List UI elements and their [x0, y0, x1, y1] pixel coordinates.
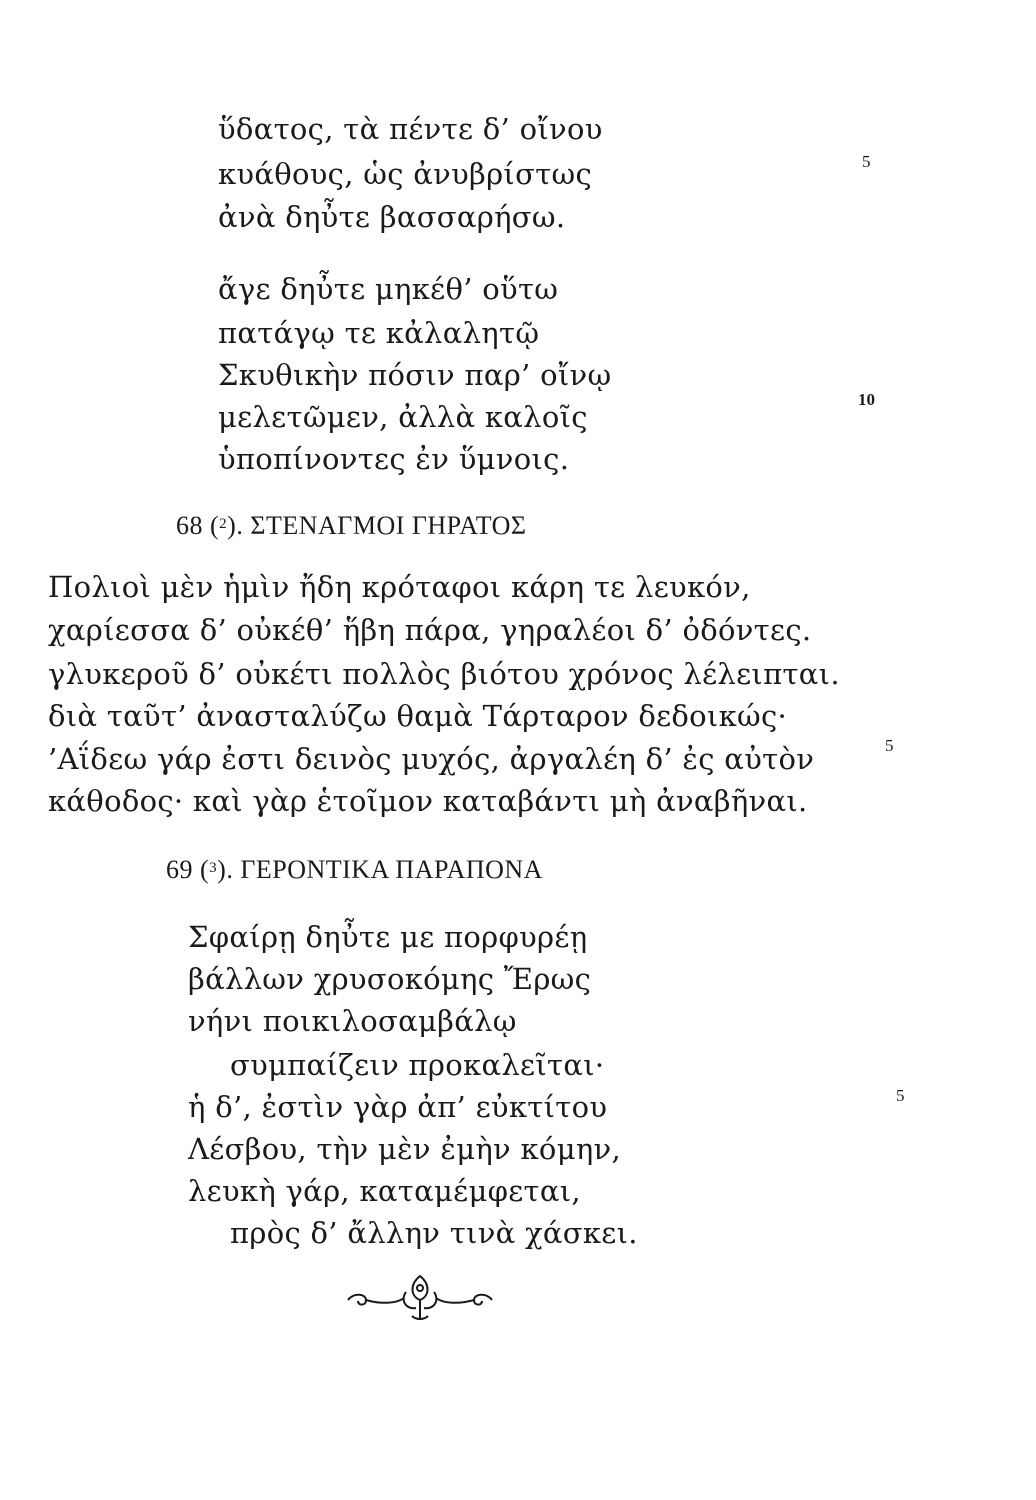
- section-heading-69: [166, 852, 543, 886]
- line-number: 5: [885, 736, 894, 755]
- poem-line: Σκυθικὴν πόσιν παρ’ οἴνῳ: [218, 358, 612, 392]
- line-number: 5: [896, 1086, 905, 1105]
- line-number: 10: [858, 390, 875, 409]
- footnote-ref: 3: [209, 860, 218, 876]
- section-title: ΓΕΡΟΝΤΙΚΑ ΠΑΡΑΠΟΝΑ: [240, 855, 543, 884]
- section-heading-68: [176, 508, 527, 542]
- poem-line: ὕδατος, τὰ πέντε δ’ οἴνου: [218, 112, 603, 146]
- poem-line: κάθοδος· καὶ γὰρ ἑτοῖμον καταβάντι μὴ ἀναβῆναι.: [48, 784, 808, 818]
- poem-line: συμπαίζειν προκαλεῖται·: [230, 1048, 605, 1082]
- poem-line: νήνι ποικιλοσαμβάλῳ: [188, 1004, 517, 1038]
- section-number-close: ).: [227, 511, 244, 540]
- poem-line: διὰ ταῦτ’ ἀνασταλύζω θαμὰ Τάρταρον δεδοικώς·: [48, 699, 788, 733]
- poem-line: Λέσβου, τὴν μὲν ἐμὴν κόμην,: [188, 1132, 621, 1166]
- poem-line: βάλλων χρυσοκόμης Ἔρως: [188, 962, 592, 996]
- footnote-ref: 2: [219, 516, 228, 532]
- poem-line: ὑποπίνοντες ἐν ὕμνοις.: [218, 442, 570, 476]
- poem-line: Σφαίρῃ δηὖτε με πορφυρέῃ: [188, 920, 588, 954]
- poem-line: λευκὴ γάρ, καταμέμφεται,: [188, 1174, 581, 1208]
- section-title: ΣΤΕΝΑΓΜΟΙ ΓΗΡΑΤΟΣ: [250, 511, 527, 540]
- poem-line: ἀνὰ δηὖτε βασσαρήσω.: [218, 200, 566, 234]
- poem-line: κυάθους, ὡς ἀνυβρίστως: [218, 157, 593, 191]
- section-number: 69 (: [166, 855, 210, 884]
- poem-line: ’Αΐδεω γάρ ἐστι δεινὸς μυχός, ἀργαλέη δ’ ἐς αὐτὸν: [48, 742, 815, 776]
- line-number: 5: [862, 152, 871, 171]
- poem-line: Πολιοὶ μὲν ἡμὶν ἤδη κρόταφοι κάρη τε λευκόν,: [48, 570, 751, 604]
- poem-line: μελετῶμεν, ἀλλὰ καλοῖς: [218, 400, 588, 434]
- poem-line: πρὸς δ’ ἄλλην τινὰ χάσκει.: [230, 1216, 638, 1250]
- poem-line: πατάγῳ τε κἀλαλητῷ: [218, 316, 540, 350]
- section-number: 68 (: [176, 511, 220, 540]
- poem-line: χαρίεσσα δ’ οὐκέθ’ ἥβη πάρα, γηραλέοι δ’ ὀδόντες.: [48, 613, 812, 647]
- poem-line: γλυκεροῦ δ’ οὐκέτι πολλὸς βιότου χρόνος λέλειπται.: [48, 657, 840, 691]
- section-number-close: ).: [217, 855, 234, 884]
- ornament-icon: [340, 1270, 500, 1326]
- poem-line: ἡ δ’, ἐστὶν γὰρ ἀπ’ εὐκτίτου: [188, 1090, 608, 1124]
- poem-line: ἄγε δηὖτε μηκέθ’ οὕτω: [218, 272, 559, 306]
